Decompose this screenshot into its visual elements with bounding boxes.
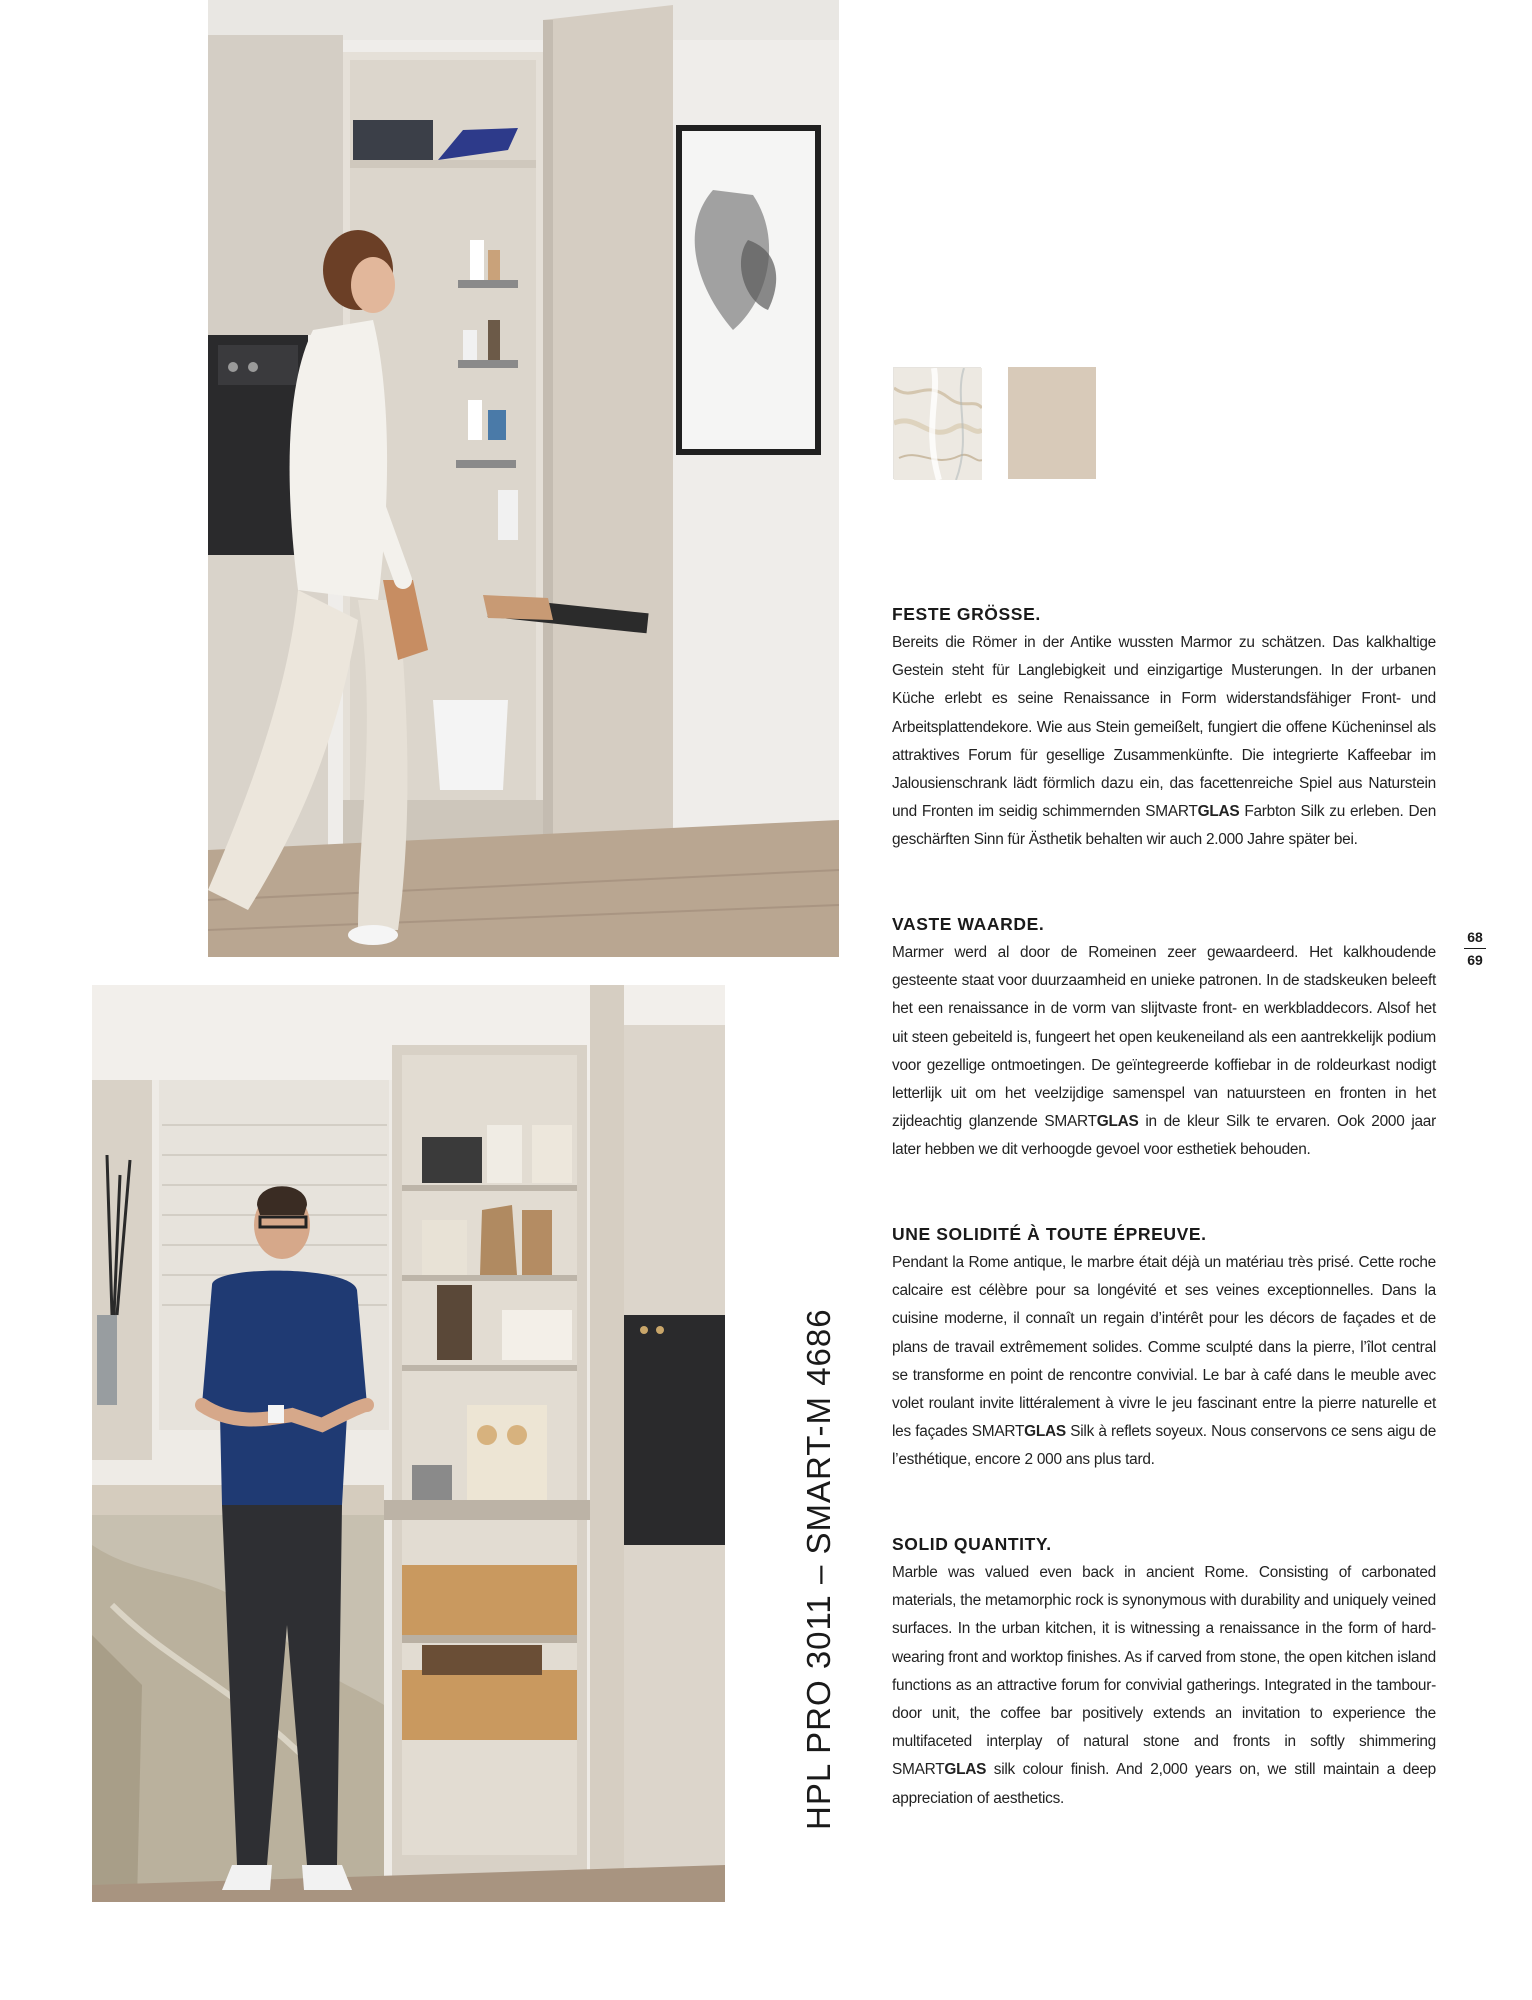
section-body: Marmer werd al door de Romeinen zeer gewaardeerd. Het kalkhoudende gesteente staat voor duurzaamheid en unieke patronen. In de stadskeuken beleeft het een renaissance in de vorm van slijtvaste front- en werkbladdecors. Alsof het uit steen gebeiteld is, fungeert het open keukeneiland als een aantrekkelijk podium voor gezellige ontmoetingen. De geïntegreerde koffiebar in de roldeurkast nodigt letterlijk uit om het veelzijdige samenspel van natuursteen en fronten in het zijdeachtig glanzende SMARTGLAS in de kleur Silk te ervaren. Ook 2000 jaar later hebben we dit verhoogde gevoel voor esthetiek behouden.	[892, 944, 1436, 1159]
page-number-right: 69	[1467, 952, 1483, 968]
silk-swatch	[1008, 367, 1096, 479]
page-numbers	[1460, 928, 1490, 969]
section-body: Bereits die Römer in der Antike wussten Marmor zu schätzen. Das kalkhaltige Gestein steht für Langlebigkeit und einzigartige Musterungen. In der urbanen Küche erlebt es seine Renaissance in Form widerstandsfähiger Front- und Arbeitsplattendekore. Wie aus Stein gemeißelt, fungiert die offene Kücheninsel als attraktives Forum für gesellige Zusammenkünfte. Die integrierte Kaffeebar im Jalousienschrank lädt förmlich dazu ein, das facettenreiche Spiel aus Naturstein und Fronten im seidig schimmernden SMARTGLAS Farbton Silk zu erleben. Den geschärften Sinn für Ästhetik behalten wir auch 2.000 Jahre später bei.	[892, 634, 1436, 849]
marble-swatch	[893, 367, 981, 479]
section-french	[892, 1222, 1436, 1475]
section-heading: SOLID QUANTITY.	[892, 1534, 1052, 1554]
section-body: Pendant la Rome antique, le marbre était déjà un matériau très prisé. Cette roche calcaire est célèbre pour sa longévité et ses veines exceptionnelles. Dans la cuisine moderne, il connaît un regain d’intérêt pour les décors de façades et de plans de travail extrêmement solides. Comme sculpté dans la pierre, l’îlot central se transforme en point de rencontre convivial. Le bar à café dans le meuble avec volet roulant invite littéralement à vivre le jeu fascinant entre la pierre naturelle et les façades SMARTGLAS Silk à reflets soyeux. Nous conservons ce sens aigu de l’esthétique, encore 2 000 ans plus tard.	[892, 1254, 1437, 1469]
marble-swatch-texture	[894, 368, 982, 480]
section-german	[892, 602, 1436, 855]
page-number-divider	[1464, 948, 1486, 949]
product-code-title: HPL PRO 3011 – SMART-M 4686	[800, 1308, 837, 1830]
section-body: Marble was valued even back in ancient Rome. Consisting of carbonated materials, the metamorphic rock is synonymous with durability and uniquely veined surfaces. In the urban kitchen, it is witnessing a renaissance in the form of hard-wearing front and worktop finishes. As if carved from stone, the open kitchen island functions as an attractive forum for convivial gatherings. Integrated in the tambour-door unit, the coffee bar positively extends an invitation to experience the multifaceted interplay of natural stone and fronts in softly shimmering SMARTGLAS silk colour finish. And 2,000 years on, we still maintain a deep appreciation of aesthetics.	[892, 1564, 1436, 1807]
section-english	[892, 1532, 1436, 1813]
page-number-left: 68	[1467, 929, 1483, 945]
section-dutch	[892, 912, 1436, 1165]
section-heading: FESTE GRÖSSE.	[892, 604, 1041, 624]
photo-woman-utility-cabinet	[208, 0, 839, 957]
photo-man-pantry-cabinet	[92, 985, 725, 1902]
section-heading: VASTE WAARDE.	[892, 914, 1045, 934]
section-heading: UNE SOLIDITÉ À TOUTE ÉPREUVE.	[892, 1224, 1207, 1244]
